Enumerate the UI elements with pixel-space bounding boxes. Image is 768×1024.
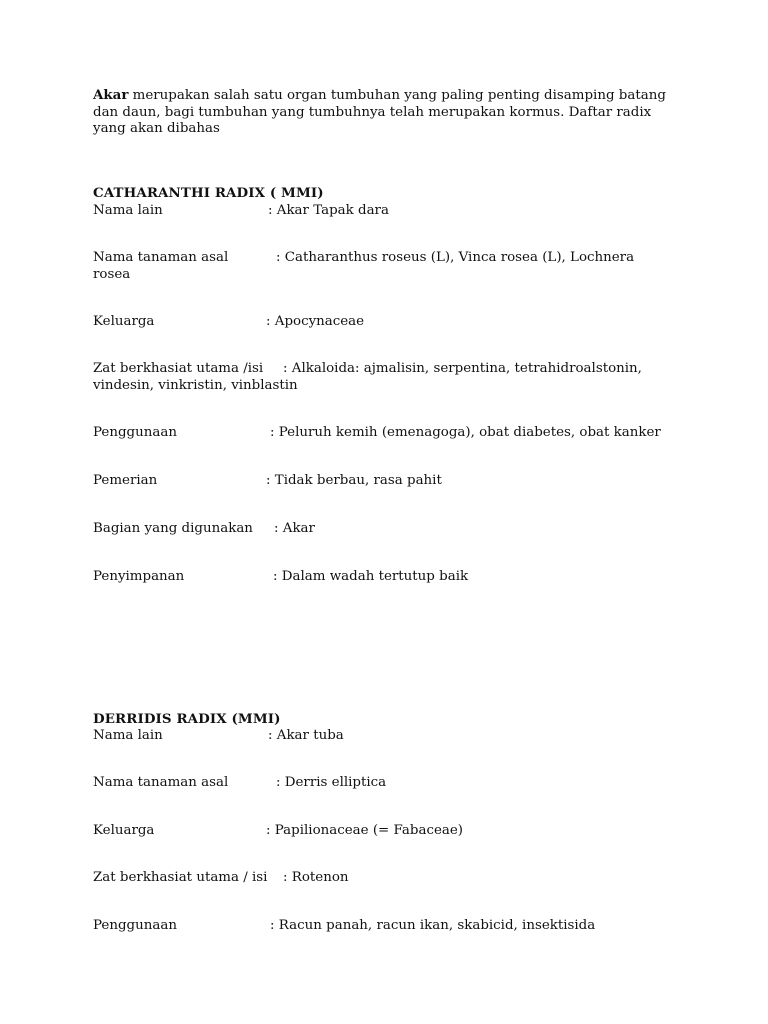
row-label: Nama tanaman asal (93, 775, 229, 790)
row-value: : Papilionaceae (= Fabaceae) (266, 823, 464, 838)
list-item (93, 823, 673, 840)
row-value: : Derris elliptica (276, 775, 387, 790)
row-label: Nama lain (93, 203, 163, 218)
list-item (93, 314, 673, 331)
list-item (93, 918, 673, 935)
row-value: : Peluruh kemih (emenagoga), obat diabetes, obat kanker (270, 425, 661, 440)
list-item (93, 870, 673, 887)
row-value: : Tidak berbau, rasa pahit (266, 473, 442, 488)
list-item (93, 425, 673, 442)
row-value: : Alkaloida: ajmalisin, serpentina, tetrahidroalstonin, vindesin, vinkristin, vinblastin (93, 361, 642, 393)
row-value: : Racun panah, racun ikan, skabicid, insektisida (270, 918, 596, 933)
row-label: Penggunaan (93, 425, 177, 440)
row-value: : Catharanthus roseus (L), Vinca rosea (L), Lochnera rosea (93, 250, 635, 282)
row-value: : Akar (274, 521, 315, 536)
list-item (93, 569, 673, 586)
section-title-derridis: DERRIDIS RADIX (MMI) (93, 711, 281, 727)
row-label: Keluarga (93, 823, 155, 838)
row-label: Bagian yang digunakan (93, 521, 253, 536)
intro-paragraph (93, 87, 673, 138)
row-value: : Akar Tapak dara (268, 203, 389, 218)
list-item (93, 775, 673, 792)
list-item (93, 203, 673, 220)
list-item (93, 473, 673, 490)
row-value: : Akar tuba (268, 728, 344, 743)
intro-bold-term: Akar (93, 87, 129, 103)
row-label: Zat berkhasiat utama / isi (93, 870, 268, 885)
section-title-catharanthi: CATHARANTHI RADIX ( MMI) (93, 185, 324, 201)
row-value: : Dalam wadah tertutup baik (273, 569, 469, 584)
row-value: : Rotenon (283, 870, 349, 885)
row-label: Penyimpanan (93, 569, 185, 584)
list-item (93, 361, 673, 394)
row-label: Nama lain (93, 728, 163, 743)
row-label: Zat berkhasiat utama /isi (93, 361, 264, 376)
list-item (93, 521, 673, 538)
intro-text: merupakan salah satu organ tumbuhan yang paling penting disamping batang dan daun, bagi tumbuhan yang tumbuhnya telah merupakan kormus. Daftar radix yang akan dibahas (93, 88, 666, 136)
list-item (93, 728, 673, 745)
row-label: Keluarga (93, 314, 155, 329)
list-item (93, 250, 673, 283)
row-label: Penggunaan (93, 918, 177, 933)
row-value: : Apocynaceae (266, 314, 365, 329)
row-label: Nama tanaman asal (93, 250, 229, 265)
row-label: Pemerian (93, 473, 158, 488)
